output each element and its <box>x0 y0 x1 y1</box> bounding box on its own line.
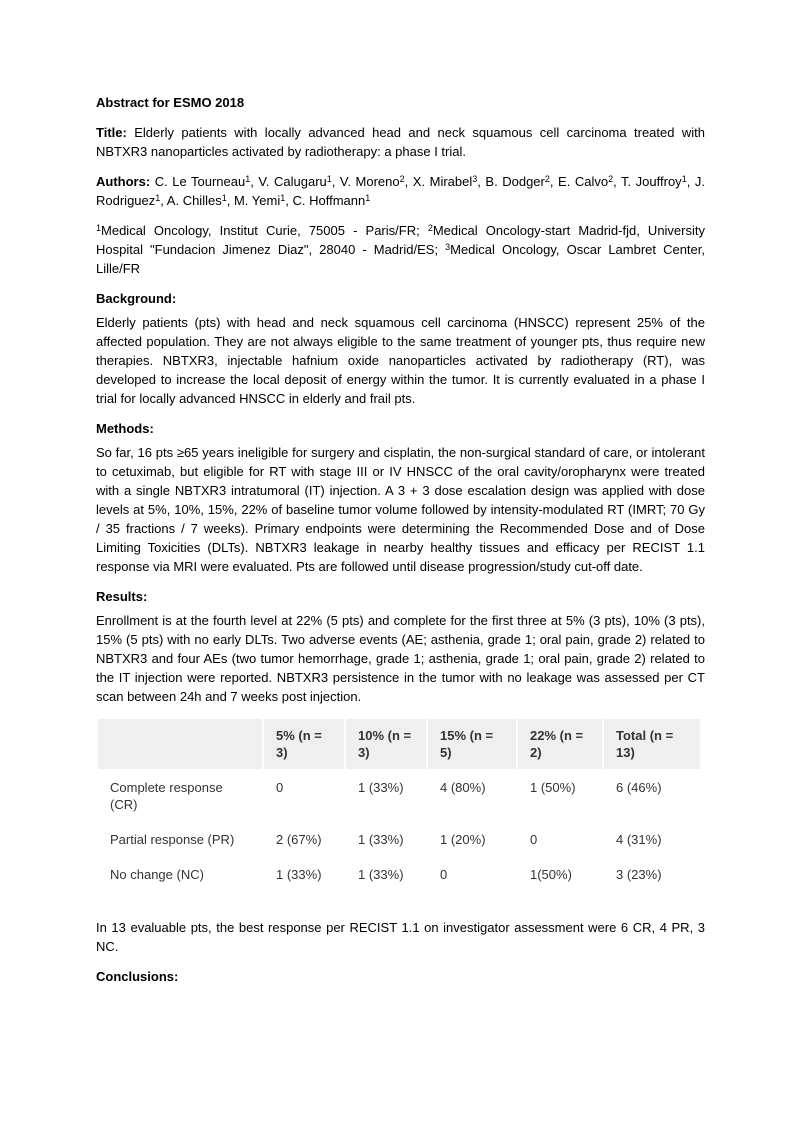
column-header <box>98 719 262 769</box>
affiliations: $^1$Medical Oncology, Institut Curie, 75005 - Paris/FR; $^2$Medical Oncology-start Madrid-fjd, University Hospital "Fundacion Jimenez Diaz", 28040 - Madrid/ES; $^3$Medical Oncology, Oscar Lambret Center, Lille/FR <box>96 223 705 276</box>
row-label: Partial response (PR) <box>98 823 262 856</box>
author-affiliation-sup: 1 <box>155 193 161 203</box>
results-heading: Results: <box>96 589 148 604</box>
author-affiliation-sup: 1 <box>681 174 687 184</box>
author-affiliation-sup: 1 <box>365 193 371 203</box>
column-header: Total (n = 13) <box>604 719 700 769</box>
author-affiliation-sup: 1 <box>245 174 251 184</box>
results-table-header <box>98 719 700 769</box>
row-label: No change (NC) <box>98 858 262 891</box>
author-affiliation-sup: 1 <box>280 193 286 203</box>
cell-value: 0 <box>518 823 602 856</box>
authors-label: Authors: <box>96 174 151 189</box>
cell-value: 1(50%) <box>518 858 602 891</box>
cell-value: 3 (23%) <box>604 858 700 891</box>
background-heading: Background: <box>96 291 177 306</box>
cell-value: 1 (50%) <box>518 771 602 821</box>
background-text: Elderly patients (pts) with head and neck squamous cell carcinoma (HNSCC) represent 25% of the affected population. They are not always eligible to the same treatment of younger pts, thus require new therapies. NBTXR3, injectable hafnium oxide nanoparticles activated by radiotherapy (RT), was developed to increase the local deposit of energy within the tumor. It is currently evaluated in a phase I trial for locally advanced HNSCC in elderly and frail pts. <box>96 315 705 406</box>
cell-value: 1 (33%) <box>346 823 426 856</box>
conclusions-heading: Conclusions: <box>96 969 179 984</box>
cell-value: 0 <box>264 771 344 821</box>
author-affiliation-sup: 2 <box>399 174 405 184</box>
document-heading: Abstract for ESMO 2018 <box>96 95 245 110</box>
results-table-body <box>98 771 700 891</box>
authors-names: C. Le Tourneau$^1$, V. Calugaru$^1$, V. Moreno$^2$, X. Mirabel$^3$, B. Dodger$^2$, E. Calvo$^2$, T. Jouffroy$^1$, J. Rodriguez$^1$, A. Chilles$^1$, M. Yemi$^1$, C. Hoffmann$^1$ <box>96 174 705 208</box>
author-affiliation-sup: 2 <box>608 174 614 184</box>
cell-value: 4 (80%) <box>428 771 516 821</box>
cell-value: 0 <box>428 858 516 891</box>
affiliation-sup: 2 <box>427 223 433 233</box>
column-header: 22% (n = 2) <box>518 719 602 769</box>
table-row <box>98 823 700 856</box>
cell-value: 1 (33%) <box>264 858 344 891</box>
table-row <box>98 771 700 821</box>
affiliation-sup: 1 <box>96 223 102 233</box>
cell-value: 2 (67%) <box>264 823 344 856</box>
title-paragraph <box>96 123 705 161</box>
cell-value: 1 (33%) <box>346 771 426 821</box>
table-header-row <box>98 719 700 769</box>
affiliation-sup: 3 <box>445 242 451 252</box>
results-text: Enrollment is at the fourth level at 22% (5 pts) and complete for the first three at 5% (3 pts), 10% (3 pts), 15% (5 pts) with no early DLTs. Two adverse events (AE; asthenia, grade 1; oral pain, grade 2) related to NBTXR3 and four AEs (two tumor hemorrhage, grade 1; asthenia, grade 1; oral pain, grade 2) related to the IT injection were reported. NBTXR3 persistence in the tumor with no leakage was assessed per CT scan between 24h and 7 weeks post injection. <box>96 613 705 704</box>
title-text: Elderly patients with locally advanced head and neck squamous cell carcinoma treated with NBTXR3 nanoparticles activated by radiotherapy: a phase I trial. <box>96 125 705 159</box>
author-affiliation-sup: 1 <box>326 174 332 184</box>
results-table <box>96 717 702 893</box>
cell-value: 1 (20%) <box>428 823 516 856</box>
methods-text: So far, 16 pts ≥65 years ineligible for surgery and cisplatin, the non-surgical standard of care, or intolerant to cetuximab, but eligible for RT with stage III or IV HNSCC of the oral cavity/oropharynx were treated with a single NBTXR3 intratumoral (IT) injection. A 3 + 3 dose escalation design was applied with dose levels at 5%, 10%, 15%, 22% of baseline tumor volume followed by intensity-modulated RT (IMRT; 70 Gy / 35 fractions / 7 weeks). Primary endpoints were determining the Recommended Dose and of Dose Limiting Toxicities (DLTs). NBTXR3 leakage in nearby healthy tissues and efficacy per RECIST 1.1 response via MRI were evaluated. Pts are followed until disease progression/study cut-off date. <box>96 445 705 574</box>
column-header: 15% (n = 5) <box>428 719 516 769</box>
author-affiliation-sup: 1 <box>221 193 227 203</box>
author-affiliation-sup: 3 <box>472 174 478 184</box>
table-row <box>98 858 700 891</box>
post-table-text: In 13 evaluable pts, the best response per RECIST 1.1 on investigator assessment were 6 CR, 4 PR, 3 NC. <box>96 920 705 954</box>
authors-paragraph <box>96 172 705 210</box>
author-affiliation-sup: 2 <box>544 174 550 184</box>
cell-value: 6 (46%) <box>604 771 700 821</box>
methods-heading: Methods: <box>96 421 154 436</box>
column-header: 5% (n = 3) <box>264 719 344 769</box>
row-label: Complete response (CR) <box>98 771 262 821</box>
cell-value: 1 (33%) <box>346 858 426 891</box>
cell-value: 4 (31%) <box>604 823 700 856</box>
column-header: 10% (n = 3) <box>346 719 426 769</box>
title-label: Title: <box>96 125 127 140</box>
